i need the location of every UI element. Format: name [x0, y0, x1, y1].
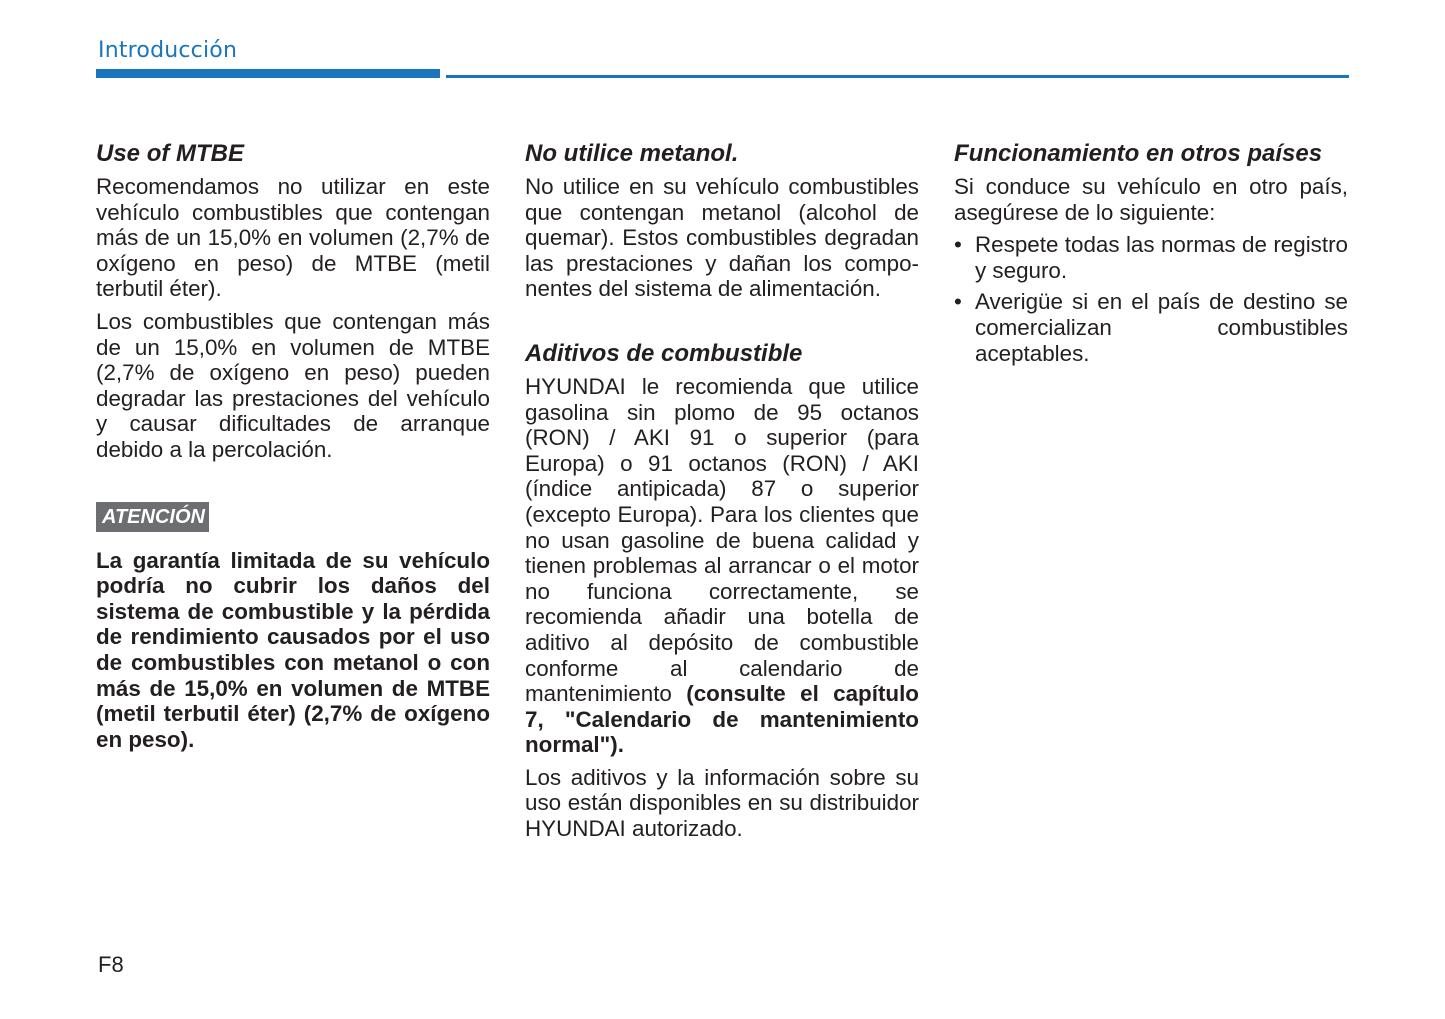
bullet-list [954, 232, 1348, 366]
section-title: Introducción [98, 38, 238, 63]
heading-additives: Aditivos de combustible [525, 339, 803, 367]
heading-methanol: No utilice metanol. [525, 140, 739, 167]
caution-badge: ATENCIÓN [96, 502, 209, 532]
additives-reference: (consulte el capítulo 7, "Calendario de mantenimiento normal"). [525, 681, 919, 758]
column-methanol-additives [525, 140, 919, 849]
paragraph-other-countries-intro: Si conduce su vehículo en otro país, asegúrese de lo siguiente: [954, 174, 1348, 225]
column-other-countries [954, 140, 1348, 372]
list-item [954, 232, 1348, 283]
caution-text: La garantía limitada de su vehículo podría no cubrir los daños del sistema de combustible y la pérdida de rendimiento causados por el uso de combustibles con metanol o con más de 15,0% en volumen de MTBE (metil terbutil éter) (2,7% de oxígeno en peso). [96, 547, 490, 752]
list-item-text: Respete todas las normas de registro y seguro. [975, 232, 1348, 283]
heading-mtbe: Use of MTBE [96, 140, 245, 167]
paragraph-mtbe-1: Recomendamos no utilizar en este vehículo combustibles que contengan más de un 15,0% en volumen (2,7% de oxígeno en peso) de MTBE (metil terbutil éter). [96, 174, 490, 302]
paragraph-methanol: No utilice en su vehículo combustibles que contengan metanol (alcohol de quemar). Estos combustibles degradan las prestaciones y dañan los componentes del sistema de alimentación. [525, 174, 919, 302]
additives-text: HYUNDAI le recomienda que utilice gasolina sin plomo de 95 octanos (RON) / AKI 91 o superior (para Europa) o 91 octanos (RON) / AKI (índice antipicada) 87 o superior (excepto Europa). Para los clientes que no usan gasoline de buena calidad y tienen problemas al arrancar o el motor no funciona correctamente, se recomienda añadir una botella de aditivo al depósito de combustible conforme al calendario de mantenimiento [525, 373, 919, 707]
paragraph-additives-availability: Los aditivos y la información sobre su uso están disponibles en su distribuidor HYUNDAI autorizado. [525, 764, 919, 842]
heading-other-countries: Funcionamiento en otros países [954, 140, 1323, 167]
bullet-icon: • [954, 232, 962, 258]
bullet-icon: • [954, 289, 962, 315]
header-rule-thin [446, 75, 1349, 78]
page-number: F8 [98, 952, 124, 977]
list-item [954, 289, 1348, 366]
list-item-text: Averigüe si en el país de destino se comercializan combustibles aceptables. [975, 289, 1348, 366]
column-mtbe [96, 140, 490, 759]
paragraph-additives [525, 374, 919, 758]
header-rule-thick [96, 69, 440, 78]
paragraph-mtbe-2: Los combustibles que contengan más de un 15,0% en volumen de MTBE (2,7% de oxígeno en peso) pueden degradar las prestaciones del vehículo y causar dificultades de arranque debido a la percolación. [96, 308, 490, 462]
